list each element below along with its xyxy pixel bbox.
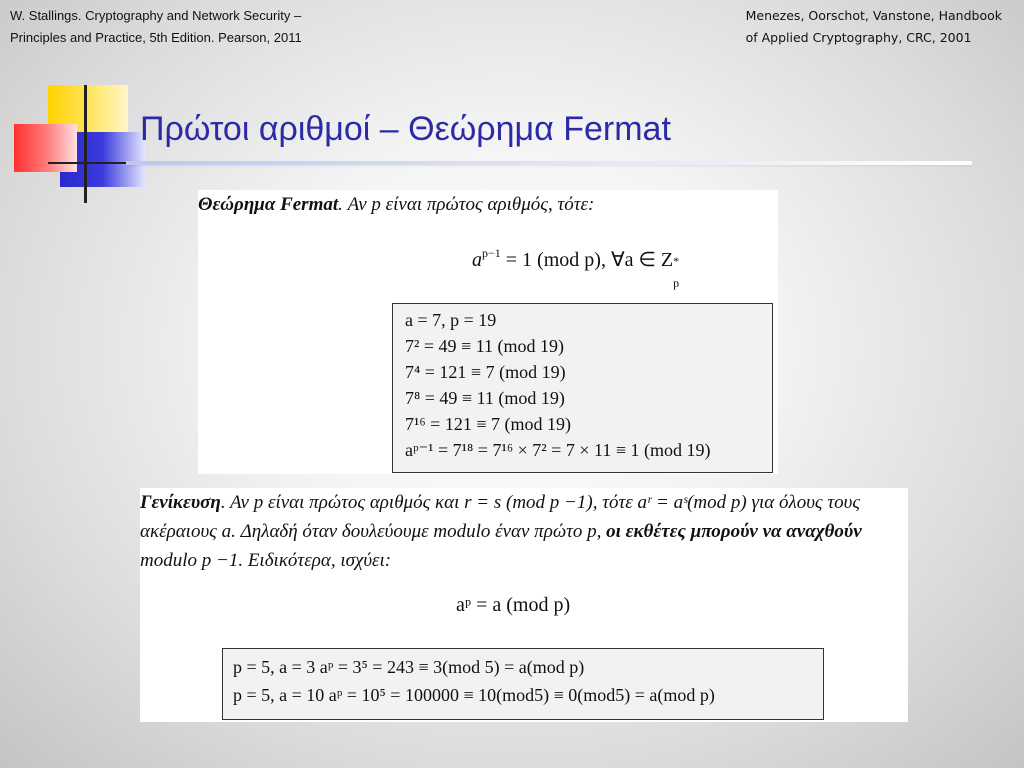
theorem-text: . Αν p είναι πρώτος αριθμός, τότε: — [338, 194, 595, 215]
formula-set-sub: p — [673, 276, 680, 290]
slide-title: Πρώτοι αριθμοί – Θεώρημα Fermat — [140, 110, 671, 148]
reference-stallings — [10, 5, 302, 49]
formula-exponent: p−1 — [482, 246, 501, 260]
reference-line: Principles and Practice, 5th Edition. Pearson, 2011 — [10, 30, 302, 45]
reference-line: of Applied Cryptography, CRC, 2001 — [745, 30, 972, 45]
example-line: 7² = 49 ≡ 11 (mod 19) — [405, 336, 565, 356]
formula-set-sup: * — [673, 254, 680, 268]
example-line: 7¹⁶ = 121 ≡ 7 (mod 19) — [405, 414, 571, 434]
reference-line: Menezes, Oorschot, Vanstone, Handbook — [745, 8, 1002, 23]
theorem-statement — [198, 194, 594, 216]
formula-rhs: = 1 (mod p), ∀a ∈ Z — [500, 249, 674, 271]
example-line: 7⁴ = 121 ≡ 7 (mod 19) — [405, 362, 566, 382]
reference-line: W. Stallings. Cryptography and Network Security – — [10, 8, 302, 23]
example-box-1 — [392, 303, 773, 473]
generalization-heading: Γενίκευση — [140, 492, 221, 513]
example-line: aᵖ⁻¹ = 7¹⁸ = 7¹⁶ × 7² = 7 × 11 ≡ 1 (mod 19) — [405, 440, 711, 460]
generalization-emphasis: οι εκθέτες μπορούν να αναχθούν — [606, 521, 862, 542]
formula-base: a — [472, 249, 482, 271]
example-box-2 — [222, 648, 824, 720]
generalization-panel — [140, 488, 908, 722]
example-line: 7⁸ = 49 ≡ 11 (mod 19) — [405, 388, 565, 408]
title-underline — [126, 161, 972, 165]
reference-menezes — [746, 5, 1002, 49]
fermat-formula — [472, 246, 683, 290]
theorem-panel — [198, 190, 778, 474]
generalized-formula: aᵖ = a (mod p) — [456, 594, 571, 616]
generalization-text — [140, 488, 906, 575]
decor-red-square — [14, 124, 77, 172]
decor-vertical-line — [84, 85, 87, 203]
generalization-body: . Αν p είναι πρώτος αριθμός και r = s (mod p −1), τότε aʳ = aˢ(mod p) για όλους τους ακέραιους a. Δηλαδή όταν δουλεύουμε modulo έναν πρώτο p, — [140, 492, 861, 542]
theorem-heading: Θεώρημα Fermat — [198, 194, 339, 215]
generalization-body-end: modulo p −1. Ειδικότερα, ισχύει: — [140, 550, 392, 571]
example-line: p = 5, a = 3 aᵖ = 3⁵ = 243 ≡ 3(mod 5) = a(mod p) — [233, 657, 585, 677]
example-line: a = 7, p = 19 — [405, 310, 497, 330]
example-line: p = 5, a = 10 aᵖ = 10⁵ = 100000 ≡ 10(mod5) ≡ 0(mod5) = a(mod p) — [233, 685, 715, 705]
